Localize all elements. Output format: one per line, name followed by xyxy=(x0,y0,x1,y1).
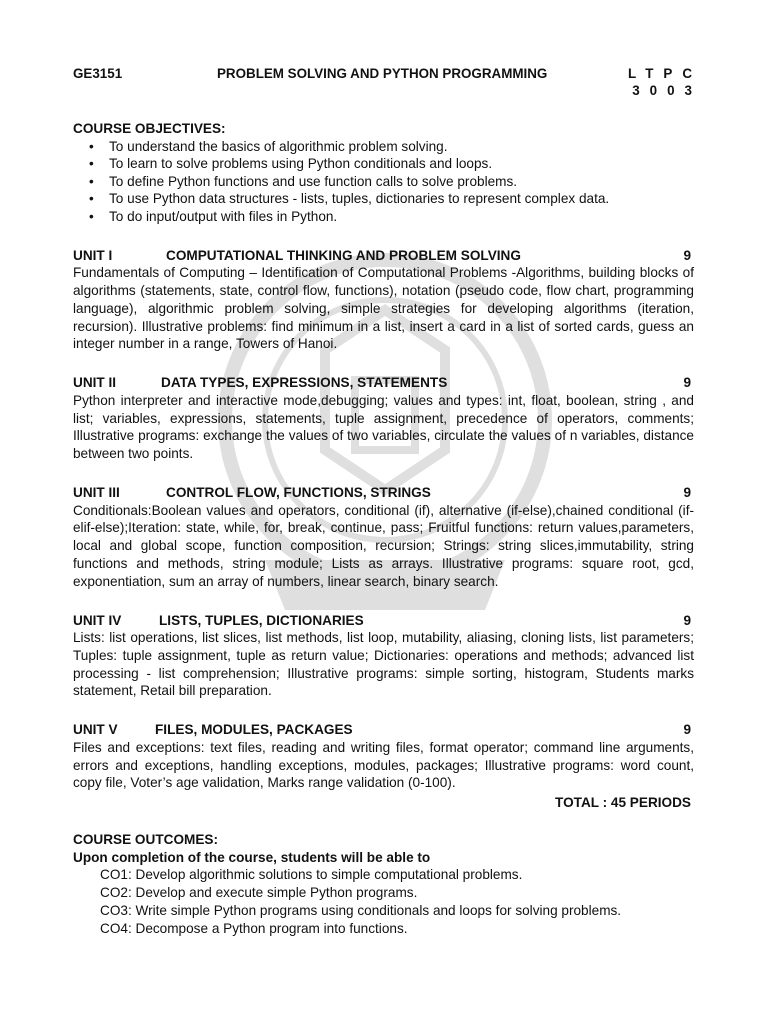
unit-5 xyxy=(73,721,694,792)
unit-hours: 9 xyxy=(683,612,691,628)
outcomes-intro: Upon completion of the course, students will be able to xyxy=(73,849,431,865)
unit-content: Files and exceptions: text files, reading and writing files, format operator; command line arguments, errors and exceptions, handling exceptions, modules, packages; Illustrative programs: word count, copy file, Voter’s age validation, Marks range validation (0-100). xyxy=(73,739,694,791)
unit-title: DATA TYPES, EXPRESSIONS, STATEMENTS xyxy=(161,375,448,391)
unit-heading xyxy=(73,247,694,265)
objective-item: • To do input/output with files in Python. xyxy=(109,208,694,226)
objectives-list xyxy=(73,138,694,226)
ltpc-labels: LTPC xyxy=(628,66,702,81)
objective-item: • To use Python data structures - lists, tuples, dictionaries to represent complex data. xyxy=(109,190,694,208)
unit-3 xyxy=(73,484,694,591)
credits-row xyxy=(73,83,702,100)
unit-label: UNIT II xyxy=(73,375,117,391)
total-periods: TOTAL : 45 PERIODS xyxy=(555,795,691,811)
unit-heading xyxy=(73,484,694,502)
unit-heading xyxy=(73,612,694,630)
unit-label: UNIT III xyxy=(73,484,120,500)
objective-item: • To define Python functions and use function calls to solve problems. xyxy=(109,173,694,191)
unit-title: LISTS, TUPLES, DICTIONARIES xyxy=(159,612,364,628)
unit-4 xyxy=(73,612,694,701)
outcomes-heading: COURSE OUTCOMES: xyxy=(73,832,219,848)
outcome-item: CO4: Decompose a Python program into functions. xyxy=(100,921,408,937)
unit-content: Lists: list operations, list slices, list methods, list loop, mutability, aliasing, cloning lists, list parameters; Tuples: tuple assignment, tuple as return value; Dictionaries: operations and methods; advanced list processing - list comprehension; Illustrative programs: simple sorting, histogram, Students marks statement, Retail bill preparation. xyxy=(73,630,694,699)
unit-content: Conditionals:Boolean values and operators, conditional (if), alternative (if-else),chained conditional (if-elif-else);Iteration: state, while, for, break, continue, pass; Fruitful functions: return values,parameters, local and global scope, function composition, recursion; Strings: string slices,immutability, string functions and methods, string module; Lists as arrays. Illustrative programs: square root, gcd, exponentiation, sum an array of numbers, linear search, binary search. xyxy=(73,502,694,589)
outcome-item: CO1: Develop algorithmic solutions to simple computational problems. xyxy=(100,867,523,883)
unit-title: COMPUTATIONAL THINKING AND PROBLEM SOLVING xyxy=(166,247,521,263)
unit-heading xyxy=(73,721,694,739)
unit-title: CONTROL FLOW, FUNCTIONS, STRINGS xyxy=(166,484,431,500)
unit-1 xyxy=(73,247,694,354)
unit-2 xyxy=(73,374,694,463)
outcome-item: CO2: Develop and execute simple Python programs. xyxy=(100,885,418,901)
ltpc-values: 3003 xyxy=(632,83,702,98)
syllabus-page xyxy=(73,66,702,938)
unit-content: Python interpreter and interactive mode,debugging; values and types: int, float, boolean, string , and list; variables, expressions, statements, tuple assignment, precedence of operators, comments; Illustrative programs: exchange the values of two variables, circulate the values of n variables, distance between two points. xyxy=(73,392,694,462)
course-title: PROBLEM SOLVING AND PYTHON PROGRAMMING xyxy=(217,66,548,81)
course-code: GE3151 xyxy=(73,66,123,81)
unit-hours: 9 xyxy=(683,484,691,500)
unit-hours: 9 xyxy=(683,375,691,391)
unit-title: FILES, MODULES, PACKAGES xyxy=(155,722,353,738)
unit-hours: 9 xyxy=(683,247,691,263)
course-header xyxy=(73,66,702,83)
unit-label: UNIT I xyxy=(73,247,113,263)
unit-label: UNIT V xyxy=(73,722,118,738)
unit-label: UNIT IV xyxy=(73,612,122,628)
unit-heading xyxy=(73,374,694,392)
unit-content: Fundamentals of Computing – Identification of Computational Problems -Algorithms, building blocks of algorithms (statements, state, control flow, functions), notation (pseudo code, flow chart, programming language), algorithmic problem solving, simple strategies for developing algorithms (iteration, recursion). Illustrative problems: find minimum in a list, insert a card in a list of sorted cards, guess an integer number in a range, Towers of Hanoi. xyxy=(73,265,694,352)
outcomes-list xyxy=(73,866,694,938)
objectives-heading: COURSE OBJECTIVES: xyxy=(73,121,226,136)
objective-item: • To learn to solve problems using Python conditionals and loops. xyxy=(109,155,694,173)
outcome-item: CO3: Write simple Python programs using conditionals and loops for solving problems. xyxy=(100,903,622,919)
unit-hours: 9 xyxy=(683,722,691,738)
objective-item: • To understand the basics of algorithmic problem solving. xyxy=(109,138,694,156)
